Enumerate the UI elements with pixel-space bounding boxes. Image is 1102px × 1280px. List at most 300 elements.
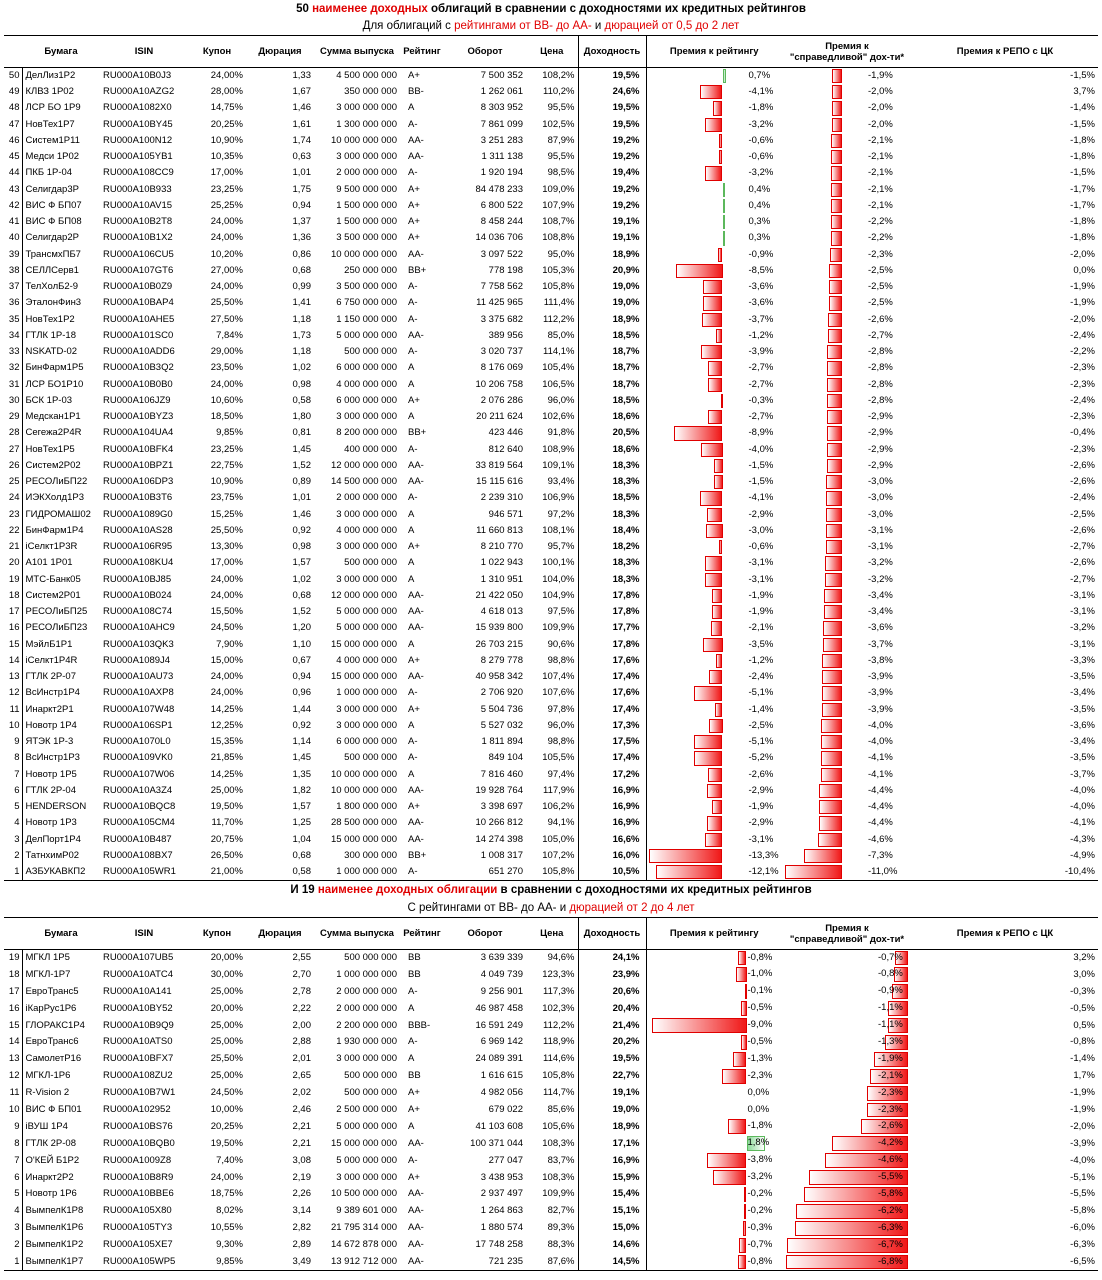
repo-premium: -2,5% xyxy=(1070,508,1095,520)
table-row[interactable] xyxy=(4,360,1098,376)
rating: AA- xyxy=(408,1137,424,1149)
table-row[interactable] xyxy=(4,1068,1098,1085)
table-row[interactable] xyxy=(4,198,1098,214)
yield: 17,4% xyxy=(578,702,646,718)
table-row[interactable] xyxy=(4,425,1098,441)
header-duration[interactable]: Дюрация xyxy=(246,36,314,68)
table-row[interactable] xyxy=(4,653,1098,669)
table-row[interactable] xyxy=(4,983,1098,1000)
turnover: 721 235 xyxy=(444,1254,526,1271)
table-row[interactable] xyxy=(4,783,1098,799)
turnover: 8 210 770 xyxy=(480,541,523,553)
fair-yield-premium xyxy=(782,555,912,571)
rating-premium xyxy=(646,767,782,783)
bond-name: ГТЛК 1Р-18 xyxy=(25,329,76,341)
row-number: 19 xyxy=(4,572,22,588)
table-row[interactable] xyxy=(4,1220,1098,1237)
table-row[interactable] xyxy=(4,247,1098,263)
isin: RU000A105CM4 xyxy=(103,817,175,829)
table-row[interactable] xyxy=(4,767,1098,783)
yield: 19,2% xyxy=(578,133,646,149)
table-row[interactable] xyxy=(4,1118,1098,1135)
table-row[interactable] xyxy=(4,312,1098,328)
isin: RU000A10AU73 xyxy=(103,671,174,683)
rating-premium-value: -2,5% xyxy=(748,719,774,731)
yield: 15,9% xyxy=(578,1169,646,1186)
isin: RU000A104UA4 xyxy=(103,427,174,439)
table-row[interactable] xyxy=(4,1135,1098,1152)
rating-premium-bar xyxy=(733,1052,747,1067)
fair-yield-premium-value: -3,9% xyxy=(868,687,893,699)
issue-size: 3 000 000 000 xyxy=(336,703,397,715)
fair-yield-premium xyxy=(782,950,912,967)
table-row[interactable] xyxy=(4,295,1098,311)
section1-title xyxy=(4,0,1098,18)
table-row[interactable] xyxy=(4,442,1098,458)
row-number: 14 xyxy=(4,653,22,669)
isin: RU000A10AZG2 xyxy=(103,86,175,98)
table-row[interactable] xyxy=(4,539,1098,555)
header-price[interactable]: Цена xyxy=(526,36,578,68)
bond-name: МТС-Банк05 xyxy=(25,573,81,585)
turnover: 2 706 920 xyxy=(480,687,523,699)
turnover: 7 500 352 xyxy=(480,70,523,81)
table-row[interactable] xyxy=(4,1085,1098,1102)
fair-yield-premium-bar xyxy=(832,101,842,115)
rating-premium xyxy=(646,523,782,539)
rating-premium-bar xyxy=(716,654,723,668)
fair-yield-premium xyxy=(782,734,912,750)
header-premium[interactable]: Премия к рейтингу xyxy=(646,918,782,950)
header-repo[interactable]: Премия к РЕПО с ЦК xyxy=(912,36,1098,68)
header-price[interactable]: Цена xyxy=(526,918,578,950)
bond-name: ГТЛК 2Р-04 xyxy=(25,784,76,796)
rating: AA- xyxy=(408,134,424,146)
table-row[interactable] xyxy=(4,750,1098,766)
fair-yield-premium xyxy=(782,799,912,815)
header-repo[interactable]: Премия к РЕПО с ЦК xyxy=(912,918,1098,950)
row-number: 40 xyxy=(4,230,22,246)
row-number: 3 xyxy=(4,1220,22,1237)
header-premium[interactable]: Премия к рейтингу xyxy=(646,36,782,68)
fair-yield-premium xyxy=(782,490,912,506)
header-issue[interactable]: Сумма выпуска xyxy=(314,918,400,950)
duration: 1,52 xyxy=(292,459,311,471)
table-row[interactable] xyxy=(4,165,1098,181)
rating: BB xyxy=(408,968,421,980)
fair-yield-premium-value: -2,1% xyxy=(868,134,893,146)
rating-premium-bar xyxy=(712,605,722,619)
table-row[interactable] xyxy=(4,637,1098,653)
rating-premium-bar xyxy=(738,1255,746,1269)
table-row[interactable] xyxy=(4,572,1098,588)
coupon: 24,00% xyxy=(210,232,243,244)
coupon: 15,00% xyxy=(210,654,243,666)
duration: 1,36 xyxy=(292,232,311,244)
yield: 14,6% xyxy=(578,1237,646,1254)
turnover: 3 097 522 xyxy=(480,248,523,260)
issue-size: 6 000 000 000 xyxy=(336,394,397,406)
coupon: 21,85% xyxy=(210,752,243,764)
rating-premium-bar xyxy=(705,118,723,132)
row-number: 27 xyxy=(4,442,22,458)
price: 102,3% xyxy=(542,1002,575,1014)
rating: A xyxy=(408,719,415,731)
turnover: 15 939 800 xyxy=(475,622,523,634)
rating-premium-bar xyxy=(723,69,727,83)
coupon: 24,00% xyxy=(210,671,243,683)
rating-premium-value: -1,5% xyxy=(748,459,774,471)
fair-yield-premium xyxy=(782,685,912,701)
fair-yield-premium-value: -1,9% xyxy=(878,1052,903,1064)
yield: 20,5% xyxy=(578,425,646,441)
row-number: 49 xyxy=(4,84,22,100)
repo-premium: -2,3% xyxy=(1070,411,1095,423)
table-row[interactable] xyxy=(4,604,1098,620)
fair-yield-premium-value: -2,9% xyxy=(868,443,893,455)
issue-size: 5 000 000 000 xyxy=(336,329,397,341)
table-row[interactable] xyxy=(4,182,1098,198)
price: 83,7% xyxy=(547,1154,575,1166)
table-row[interactable] xyxy=(4,149,1098,165)
table-row[interactable] xyxy=(4,620,1098,636)
table-row[interactable] xyxy=(4,864,1098,881)
rating-premium-bar xyxy=(714,475,722,489)
turnover: 5 504 736 xyxy=(480,703,523,715)
yield: 17,8% xyxy=(578,588,646,604)
header-yield[interactable]: Доходность xyxy=(578,36,646,68)
price: 94,6% xyxy=(547,952,575,964)
yield: 18,6% xyxy=(578,442,646,458)
isin: RU000A10BAP4 xyxy=(103,297,174,309)
table-row[interactable] xyxy=(4,133,1098,149)
rating: AA- xyxy=(408,248,424,260)
fair-yield-premium-value: -0,9% xyxy=(878,985,903,997)
rating-premium xyxy=(646,702,782,718)
row-number: 35 xyxy=(4,312,22,328)
yield: 19,1% xyxy=(578,214,646,230)
duration: 1,75 xyxy=(292,183,311,195)
row-number: 32 xyxy=(4,360,22,376)
fair-yield-premium xyxy=(782,393,912,409)
rating-premium xyxy=(646,133,782,149)
fair-yield-premium-bar xyxy=(822,654,842,668)
table-row[interactable] xyxy=(4,117,1098,133)
table-row[interactable] xyxy=(4,702,1098,718)
fair-yield-premium-value: -0,7% xyxy=(878,952,903,963)
rating-premium xyxy=(646,393,782,409)
rating-premium-bar xyxy=(707,816,723,830)
section2-subtitle-duration-range: дюрацией от 2 до 4 лет xyxy=(569,902,695,914)
turnover: 15 115 616 xyxy=(476,476,523,488)
fair-yield-premium-bar xyxy=(826,508,842,522)
fair-yield-premium xyxy=(782,864,912,881)
row-number: 22 xyxy=(4,523,22,539)
table-row[interactable] xyxy=(4,1254,1098,1271)
price: 98,8% xyxy=(547,654,575,666)
table-row[interactable] xyxy=(4,1203,1098,1220)
fair-yield-premium-bar xyxy=(829,296,842,310)
table-row[interactable] xyxy=(4,1051,1098,1068)
duration: 1,61 xyxy=(292,118,311,130)
table-row[interactable] xyxy=(4,718,1098,734)
rating: A+ xyxy=(408,654,420,666)
table-row[interactable] xyxy=(4,523,1098,539)
table-row[interactable] xyxy=(4,100,1098,116)
table-row[interactable] xyxy=(4,458,1098,474)
rating: A+ xyxy=(408,199,420,211)
turnover: 10 266 812 xyxy=(475,817,523,829)
row-number: 5 xyxy=(4,799,22,815)
table-row[interactable] xyxy=(4,815,1098,831)
price: 108,8% xyxy=(542,232,575,244)
table-row[interactable] xyxy=(4,734,1098,750)
issue-size: 2 200 000 000 xyxy=(336,1019,397,1031)
rating-premium xyxy=(646,685,782,701)
fair-yield-premium-bar xyxy=(821,751,842,765)
repo-premium: -1,9% xyxy=(1070,297,1095,309)
rating-premium-value: -0,3% xyxy=(748,394,774,406)
header-bond[interactable]: Бумага xyxy=(22,36,100,68)
fair-yield-premium-value: -6,3% xyxy=(878,1221,903,1233)
isin: RU000A102952 xyxy=(103,1103,171,1115)
isin: RU000A10AS28 xyxy=(103,524,173,536)
coupon: 10,60% xyxy=(210,394,243,406)
fair-yield-premium-bar xyxy=(831,231,842,245)
issue-size: 500 000 000 xyxy=(344,752,397,764)
header-issue[interactable]: Сумма выпуска xyxy=(314,36,400,68)
row-number: 30 xyxy=(4,393,22,409)
table-row[interactable] xyxy=(4,507,1098,523)
row-number: 25 xyxy=(4,474,22,490)
table-row[interactable] xyxy=(4,474,1098,490)
fair-yield-premium-value: -2,9% xyxy=(868,411,893,422)
header-fair[interactable] xyxy=(782,918,912,950)
table-row[interactable] xyxy=(4,1102,1098,1119)
rating: A+ xyxy=(408,801,420,813)
table-row[interactable] xyxy=(4,1034,1098,1051)
table-row[interactable] xyxy=(4,490,1098,506)
fair-yield-premium xyxy=(782,1085,912,1102)
rating-premium-bar xyxy=(728,1119,747,1134)
rating: A- xyxy=(408,752,418,764)
coupon: 26,50% xyxy=(210,849,243,861)
yield: 18,9% xyxy=(578,247,646,263)
table-row[interactable] xyxy=(4,393,1098,409)
duration: 2,01 xyxy=(292,1053,311,1065)
table-row[interactable] xyxy=(4,950,1098,967)
rating-premium xyxy=(646,442,782,458)
rating: A xyxy=(408,362,415,374)
fair-yield-premium xyxy=(782,312,912,328)
header-isin[interactable]: ISIN xyxy=(100,918,188,950)
rating: A- xyxy=(408,1036,418,1048)
repo-premium: -1,5% xyxy=(1070,118,1095,130)
isin: RU000A106CU5 xyxy=(103,248,174,260)
header-turnover[interactable]: Оборот xyxy=(444,918,526,950)
fair-yield-premium-bar xyxy=(826,540,842,554)
price: 106,9% xyxy=(542,492,575,504)
table-row[interactable] xyxy=(4,279,1098,295)
rating: BB+ xyxy=(408,264,427,276)
fair-yield-premium-bar xyxy=(819,784,842,798)
table-row[interactable] xyxy=(4,1000,1098,1017)
fair-yield-premium xyxy=(782,68,912,85)
table-row[interactable] xyxy=(4,685,1098,701)
table-row[interactable] xyxy=(4,832,1098,848)
yield: 17,4% xyxy=(578,750,646,766)
rating-premium xyxy=(646,1017,782,1034)
fair-yield-premium-bar xyxy=(832,85,842,99)
fair-yield-premium-bar xyxy=(824,589,842,603)
fair-yield-premium-bar xyxy=(831,199,842,213)
turnover: 3 375 682 xyxy=(480,313,523,325)
table-row[interactable] xyxy=(4,1017,1098,1034)
fair-yield-premium xyxy=(782,620,912,636)
table-row[interactable] xyxy=(4,555,1098,571)
rating-premium-bar xyxy=(674,426,723,440)
fair-yield-premium-bar xyxy=(826,475,842,489)
issue-size: 9 500 000 000 xyxy=(336,183,397,195)
duration: 1,44 xyxy=(292,703,311,715)
header-yield[interactable]: Доходность xyxy=(578,918,646,950)
fair-yield-premium-value: -4,4% xyxy=(868,817,893,829)
header-isin[interactable]: ISIN xyxy=(100,36,188,68)
row-number: 46 xyxy=(4,133,22,149)
table-row[interactable] xyxy=(4,1237,1098,1254)
header-bond[interactable]: Бумага xyxy=(22,918,100,950)
repo-premium: -1,5% xyxy=(1070,167,1095,179)
table-row[interactable] xyxy=(4,1186,1098,1203)
price: 110,2% xyxy=(542,86,575,98)
issue-size: 4 000 000 000 xyxy=(336,524,397,536)
table-row[interactable] xyxy=(4,409,1098,425)
rating: A xyxy=(408,557,415,569)
table-row[interactable] xyxy=(4,68,1098,85)
rating-premium xyxy=(646,864,782,881)
fair-yield-premium xyxy=(782,783,912,799)
price: 95,5% xyxy=(547,151,575,163)
table-row[interactable] xyxy=(4,1169,1098,1186)
issue-size: 10 000 000 000 xyxy=(330,784,397,796)
yield: 17,8% xyxy=(578,604,646,620)
rating-premium-value: -5,2% xyxy=(748,752,774,764)
fair-yield-premium xyxy=(782,983,912,1000)
rating-premium xyxy=(646,263,782,279)
rating-premium xyxy=(646,474,782,490)
table-row[interactable] xyxy=(4,263,1098,279)
isin: RU000A10A3Z4 xyxy=(103,784,173,796)
table-row[interactable] xyxy=(4,377,1098,393)
issue-size: 10 000 000 000 xyxy=(330,134,397,146)
rating-premium-value: -2,7% xyxy=(748,378,774,390)
table-row[interactable] xyxy=(4,84,1098,100)
bond-name: Инаркт2Р2 xyxy=(25,1171,74,1183)
row-number: 9 xyxy=(4,1118,22,1135)
rating-premium xyxy=(646,312,782,328)
table-row[interactable] xyxy=(4,344,1098,360)
repo-premium: -5,5% xyxy=(1070,1188,1095,1200)
table-body xyxy=(4,68,1098,881)
fair-yield-premium xyxy=(782,1169,912,1186)
row-number: 38 xyxy=(4,263,22,279)
rating: AA- xyxy=(408,589,424,601)
header-duration[interactable]: Дюрация xyxy=(246,918,314,950)
issue-size: 3 000 000 000 xyxy=(336,411,397,423)
rating: A xyxy=(408,1002,415,1014)
duration: 0,67 xyxy=(292,654,311,666)
table-row[interactable] xyxy=(4,588,1098,604)
bond-name: iСелкт1Р4R xyxy=(25,654,78,666)
bond-name: ГТЛК 2Р-07 xyxy=(25,671,76,683)
fair-yield-premium-bar xyxy=(827,394,842,408)
repo-premium: -6,3% xyxy=(1070,1239,1095,1251)
bond-name: НовТех1Р7 xyxy=(25,118,75,130)
rating-premium-bar xyxy=(709,670,722,684)
rating-premium-bar xyxy=(652,1018,747,1033)
rating: A+ xyxy=(408,1103,420,1115)
table-row[interactable] xyxy=(4,669,1098,685)
fair-yield-premium-value: -3,1% xyxy=(868,524,893,536)
turnover: 46 987 458 xyxy=(475,1002,523,1014)
yield: 21,4% xyxy=(578,1017,646,1034)
row-number: 5 xyxy=(4,1186,22,1203)
price: 95,7% xyxy=(547,541,575,553)
rating-premium-bar xyxy=(744,1187,746,1202)
price: 107,9% xyxy=(542,199,575,211)
header-turnover[interactable]: Оборот xyxy=(444,36,526,68)
rating: BB+ xyxy=(408,849,427,861)
table-row[interactable] xyxy=(4,848,1098,864)
price: 94,1% xyxy=(547,817,575,829)
fair-yield-premium xyxy=(782,572,912,588)
fair-yield-premium-value: -2,1% xyxy=(868,183,893,195)
table-row[interactable] xyxy=(4,214,1098,230)
table-row[interactable] xyxy=(4,328,1098,344)
header-fair[interactable] xyxy=(782,36,912,68)
rating-premium-value: -3,5% xyxy=(748,638,774,650)
fair-yield-premium-value: -2,8% xyxy=(868,362,893,374)
coupon: 17,00% xyxy=(210,167,243,179)
fair-yield-premium xyxy=(782,442,912,458)
yield: 19,4% xyxy=(578,165,646,181)
rating-premium-bar xyxy=(741,1001,746,1016)
table-row[interactable] xyxy=(4,1152,1098,1169)
fair-yield-premium xyxy=(782,507,912,523)
header-coupon[interactable]: Купон xyxy=(188,918,246,950)
table-row[interactable] xyxy=(4,799,1098,815)
header-rating[interactable]: Рейтинг xyxy=(400,918,444,950)
header-coupon[interactable]: Купон xyxy=(188,36,246,68)
price: 95,0% xyxy=(547,248,575,260)
price: 91,8% xyxy=(547,427,575,439)
fair-yield-premium-value: -2,5% xyxy=(868,297,893,309)
rating-premium-value: -2,6% xyxy=(748,768,774,780)
coupon: 30,00% xyxy=(210,968,243,980)
table-row[interactable] xyxy=(4,966,1098,983)
header-rating[interactable]: Рейтинг xyxy=(400,36,444,68)
price: 95,5% xyxy=(547,102,575,114)
isin: RU000A10BQB0 xyxy=(103,1137,175,1149)
coupon: 15,35% xyxy=(210,736,243,748)
isin: RU000A106R95 xyxy=(103,541,173,553)
coupon: 10,90% xyxy=(210,134,243,146)
isin: RU000A105XE7 xyxy=(103,1239,173,1251)
rating: AA- xyxy=(400,1254,444,1271)
table-row[interactable] xyxy=(4,230,1098,246)
section2-subtitle-prefix: С рейтингами от BB- до AA- и xyxy=(407,902,570,914)
header-fair-line1: Премия к xyxy=(825,40,869,52)
